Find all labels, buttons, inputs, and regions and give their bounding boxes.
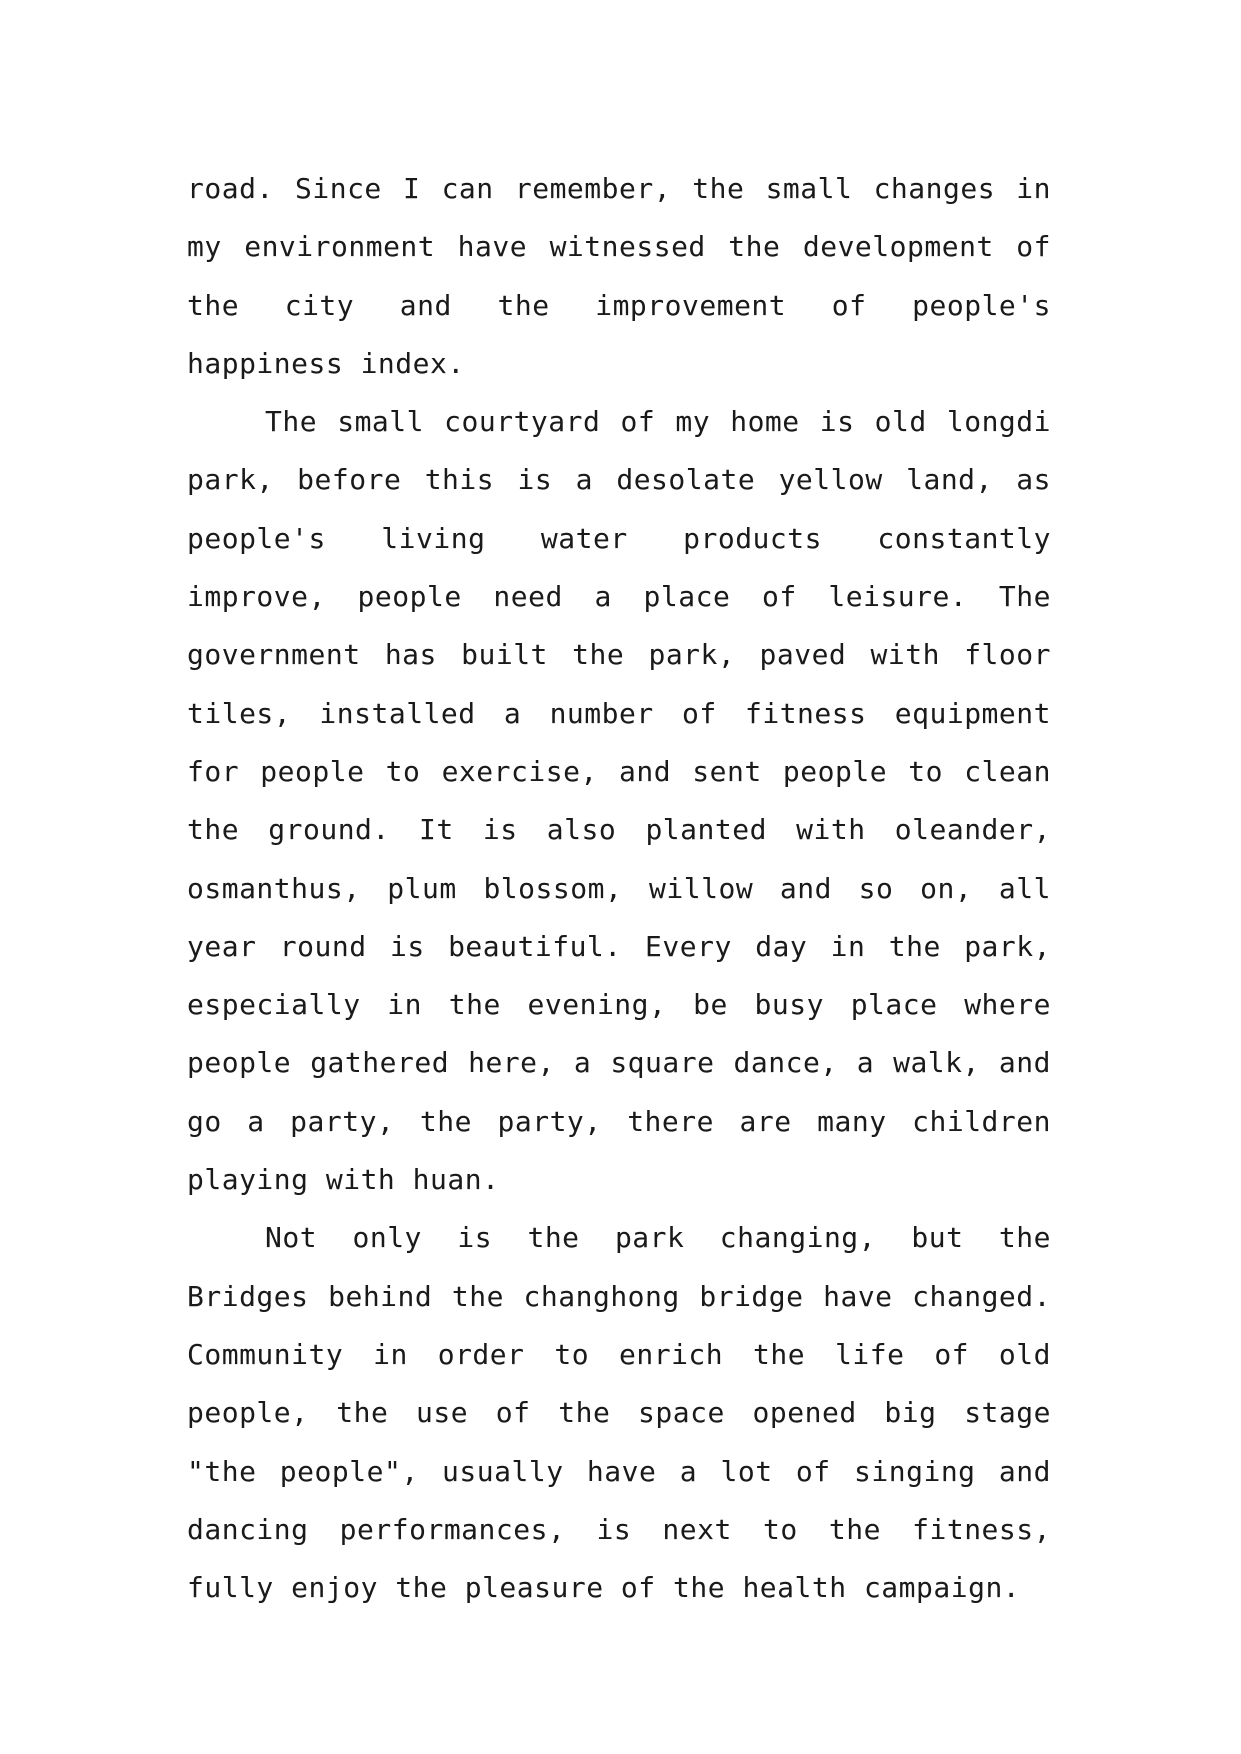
paragraph-2: The small courtyard of my home is old longdi park, before this is a desolate yellow land, as people's living water products constantly improve, people need a place of leisure. The government has built the park, paved with floor tiles, installed a number of fitness equipment for people to exercise, and sent people to clean the ground. It is also planted with oleander, osmanthus, plum blossom, willow and so on, all year round is beautiful. Every day in the park, especially in the evening, be busy place where people gathered here, a square dance, a walk, and go a party, the party, there are many children playing with huan.	[187, 405, 1051, 1197]
paragraph-1: road. Since I can remember, the small changes in my environment have witnessed the development of the city and the improvement of people's happiness index.	[187, 172, 1051, 380]
paragraph-3: Not only is the park changing, but the Bridges behind the changhong bridge have changed. Community in order to enrich the life of old people, the use of the space opened big stage "the people", usually have a lot of singing and dancing performances, is next to the fitness, fully enjoy the pleasure of the health campaign.	[187, 1221, 1051, 1605]
body-text	[187, 160, 1051, 1617]
